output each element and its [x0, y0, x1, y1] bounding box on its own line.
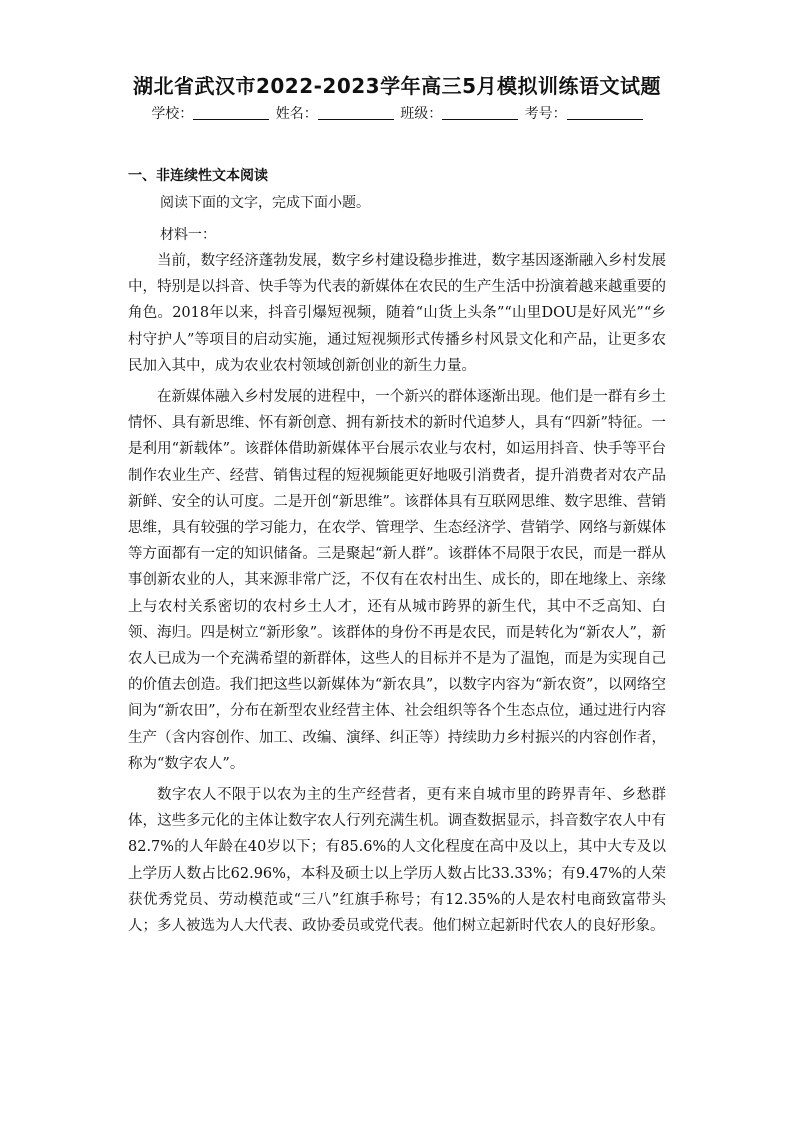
exam-number-blank[interactable]: [567, 105, 643, 120]
paragraph: 在新媒体融入乡村发展的进程中，一个新兴的群体逐渐出现。他们是一群有乡土情怀、具有新思维、怀有新创意、拥有新技术的新时代追梦人，具有“四新”特征。一是利用“新载体”。该群体借助新媒体平台展示农业与农村，如运用抖音、快手等平台制作农业生产、经营、销售过程的短视频能更好地吸引消费者，提升消费者对农产品新鲜、安全的认可度。二是开创“新思维”。该群体具有互联网思维、数字思维、营销思维，具有较强的学习能力，在农学、管理学、生态经济学、营销学、网络与新媒体等方面都有一定的知识储备。三是聚起“新人群”。该群体不局限于农民，而是一群从事创新农业的人，其来源非常广泛，不仅有在农村出生、成长的，即在地缘上、亲缘上与农村关系密切的农村乡土人才，还有从城市跨界的新生代，其中不乏高知、白领、海归。四是树立“新形象”。该群体的身份不再是农民，而是转化为“新农人”，新农人已成为一个充满希望的新群体，这些人的目标并不是为了温饱，而是为实现自己的价值去创造。我们把这些以新媒体为“新农具”，以数字内容为“新农资”，以网络空间为“新农田”，分布在新型农业经营主体、社会组织等各个生态点位，通过进行内容生产（含内容创作、加工、改编、演绎、纠正等）持续助力乡村振兴的内容创作者，称为“数字农人”。: [128, 389, 666, 772]
name-label: 姓名：: [275, 106, 318, 122]
class-blank[interactable]: [442, 105, 518, 120]
exam-number-field: [525, 103, 643, 123]
exam-title: 湖北省武汉市2022-2023学年高三5月模拟训练语文试题: [132, 74, 662, 98]
school-field: [151, 103, 269, 123]
student-info-row: [0, 103, 794, 123]
paragraph: 数字农人不限于以农为主的生产经营者，更有来自城市里的跨界青年、乡愁群体，这些多元化的主体让数字农人行列充满生机。调查数据显示，抖音数字农人中有82.7%的人年龄在40岁以下；有85.6%的人文化程度在高中及以上，其中大专及以上学历人数占比62.96%，本科及硕士以上学历人数占比33.33%；有9.47%的人荣获优秀党员、劳动模范或“三八”红旗手称号；有12.35%的人是农村电商致富带头人；多人被选为人大代表、政协委员或党代表。他们树立起新时代农人的良好形象。: [128, 787, 666, 935]
section-heading: 一、非连续性文本阅读: [128, 168, 268, 184]
material-label: 材料一：: [160, 227, 216, 243]
material-body: [128, 248, 666, 944]
paragraph: 当前，数字经济蓬勃发展，数字乡村建设稳步推进，数字基因逐渐融入乡村发展中，特别是以抖音、快手等为代表的新媒体在农民的生产生活中扮演着越来越重要的角色。2018年以来，抖音引爆短视频，随着“山货上头条”“山里DOU是好风光”“乡村守护人”等项目的启动实施，通过短视频形式传播乡村风景文化和产品，让更多农民加入其中，成为农业农村领域创新创业的新生力量。: [128, 253, 666, 374]
school-blank[interactable]: [193, 105, 269, 120]
exam-number-label: 考号：: [524, 106, 567, 122]
class-label: 班级：: [400, 106, 443, 122]
class-field: [400, 103, 518, 123]
school-label: 学校：: [151, 106, 194, 122]
name-field: [276, 103, 394, 123]
reading-instruction: 阅读下面的文字，完成下面小题。: [160, 195, 370, 211]
name-blank[interactable]: [318, 105, 394, 120]
